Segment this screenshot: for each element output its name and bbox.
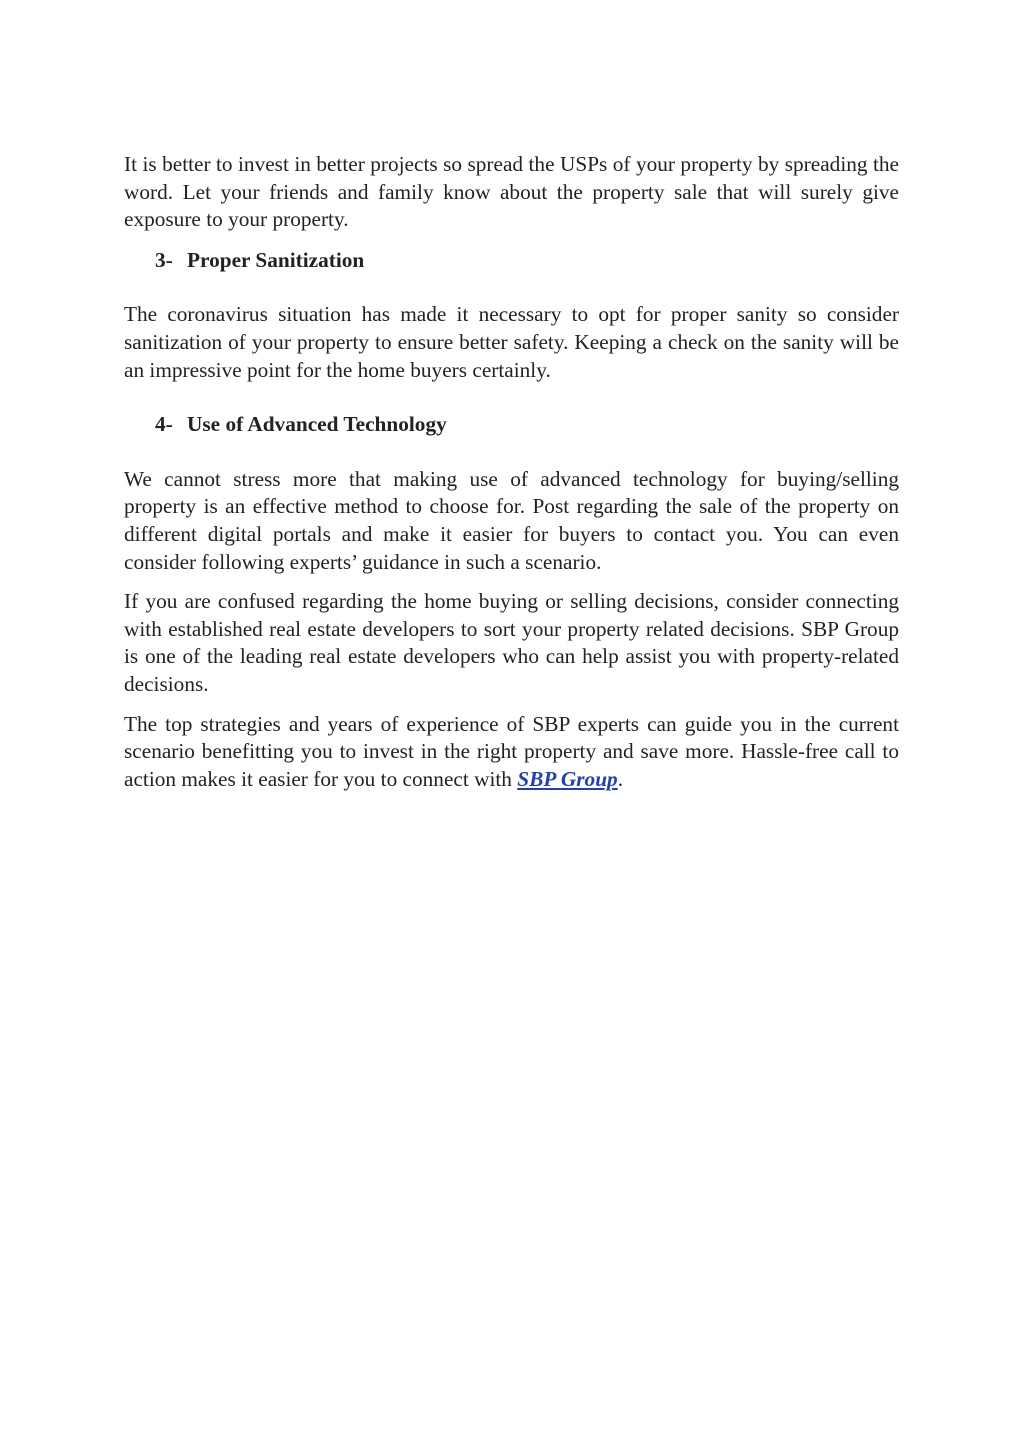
section-title: Use of Advanced Technology — [187, 412, 447, 437]
paragraph-developers: If you are confused regarding the home buying or selling decisions, consider connecting with established real estate developers to sort your property related decisions. SBP Group is one of the leading real estate developers who can help assist you with property-related decisions. — [124, 589, 899, 696]
conclusion-text: The top strategies and years of experience of SBP experts can guide you in the current scenario benefitting you to invest in the right property and save more. Hassle-free call to action makes it easier for you to connect with — [124, 711, 899, 791]
section-heading-proper-sanitization — [124, 247, 899, 275]
section-number: 4- — [155, 412, 173, 437]
sbp-group-link[interactable]: SBP Group — [517, 766, 618, 791]
section-number: 3- — [155, 247, 173, 272]
paragraph-intro: It is better to invest in better projects so spread the USPs of your property by spreading the word. Let your friends and family know about the property sale that will surely give exposure to your property. — [124, 152, 899, 232]
paragraph-technology: We cannot stress more that making use of advanced technology for buying/selling property is an effective method to choose for. Post regarding the sale of the property on different digital portals and make it easier for buyers to contact you. You can even consider following experts’ guidance in such a scenario. — [124, 466, 899, 574]
conclusion-period: . — [617, 766, 624, 791]
document-body — [124, 151, 899, 793]
section-title: Proper Sanitization — [187, 247, 365, 272]
paragraph-conclusion — [124, 711, 899, 794]
paragraph-sanitization: The coronavirus situation has made it necessary to opt for proper sanity so consider sanitization of your property to ensure better safety. Keeping a check on the sanity will be an impressive point for the home buyers certainly. — [124, 302, 899, 382]
section-heading-advanced-technology — [124, 411, 899, 439]
